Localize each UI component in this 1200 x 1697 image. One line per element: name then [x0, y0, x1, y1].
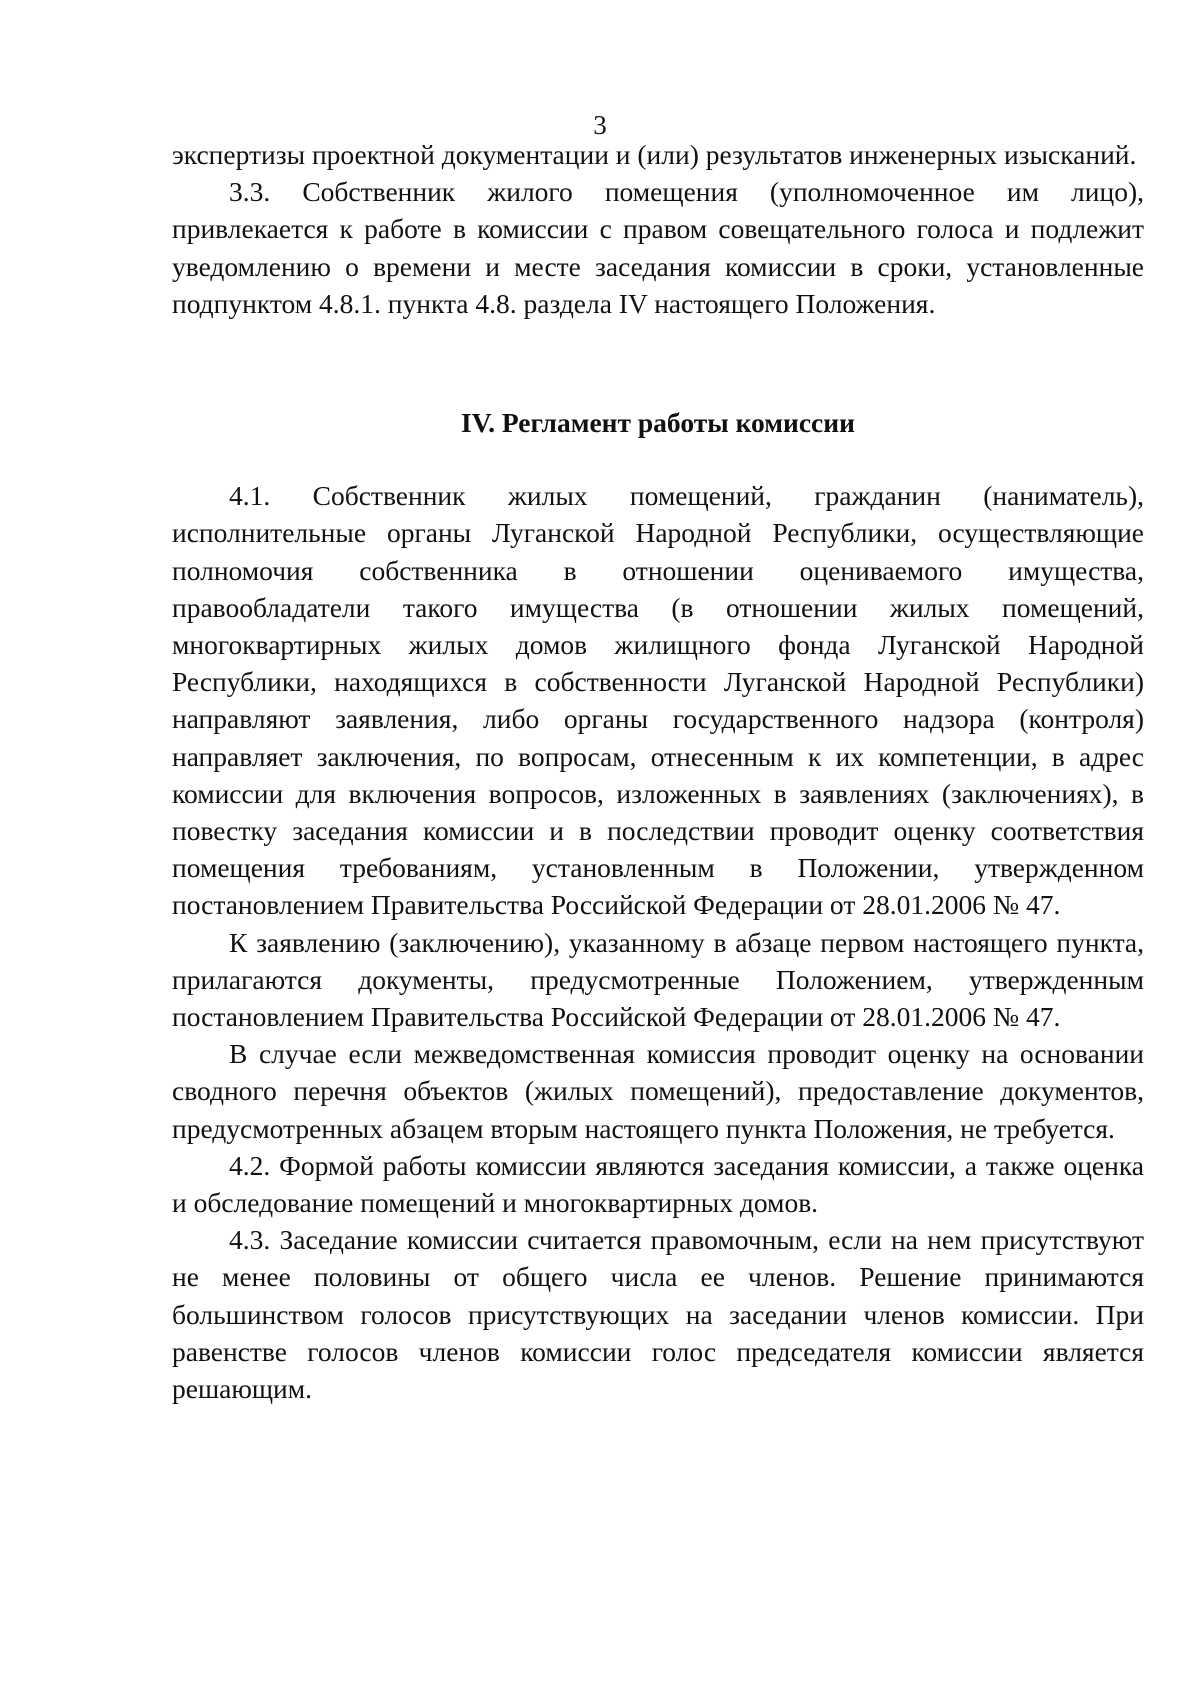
spacer — [172, 322, 1144, 404]
spacer — [172, 441, 1144, 477]
paragraph-continuation: экспертизы проектной документации и (или) результатов инженерных изысканий. — [172, 139, 1137, 170]
paragraph-4-1-summary-list: В случае если межведомственная комиссия проводит оценку на основании сводного перечня объектов (жилых помещений), предоставление документов, предусмотренных абзацем вторым настоящего пункта Положения, не требуется. — [172, 1038, 1144, 1144]
paragraph-3-3: 3.3. Собственник жилого помещения (уполномоченное им лицо), привлекается к работе в комиссии с правом совещательного голоса и подлежит уведомлению о времени и месте заседания комиссии в сроки, установленные подпунктом 4.8.1. пункта 4.8. раздела IV настоящего Положения. — [172, 176, 1144, 319]
paragraph-4-3: 4.3. Заседание комиссии считается правомочным, если на нем присутствуют не менее половины от общего числа ее членов. Решение принимаются большинством голосов присутствующих на заседании членов комиссии. При равенстве голосов членов комиссии голос председателя комиссии является решающим. — [172, 1224, 1144, 1405]
paragraph-4-1-attachments: К заявлению (заключению), указанному в абзаце первом настоящего пункта, прилагаются документы, предусмотренные Положением, утвержденным постановлением Правительства Российской Федерации от 28.01.2006 № 47. — [172, 926, 1144, 1033]
paragraph-4-1: 4.1. Собственник жилых помещений, гражданин (наниматель), исполнительные органы Луганской Народной Республики, осуществляющие полномочия собственника в отношении оцениваемого имущества, правообладатели такого имущества (в отношении жилых помещений, многоквартирных жилых домов жилищного фонда Луганской Народной Республики, находящихся в собственности Луганской Народной Республики) направляют заявления, либо органы государственного надзора (контроля) направляет заключения, по вопросам, отнесенным к их компетенции, в адрес комиссии для включения вопросов, изложенных в заявлениях (заключениях), в повестку заседания комиссии и в последствии проводит оценку соответствия помещения требованиям, установленным в Положении, утвержденном постановлением Правительства Российской Федерации от 28.01.2006 № 47. — [172, 480, 1144, 921]
page-number: 3 — [593, 110, 607, 140]
document-body — [172, 136, 1144, 1407]
section-title: IV. Регламент работы комиссии — [461, 407, 855, 439]
paragraph-4-2: 4.2. Формой работы комиссии являются заседания комиссии, а также оценка и обследование помещений и многоквартирных домов. — [172, 1149, 1144, 1219]
